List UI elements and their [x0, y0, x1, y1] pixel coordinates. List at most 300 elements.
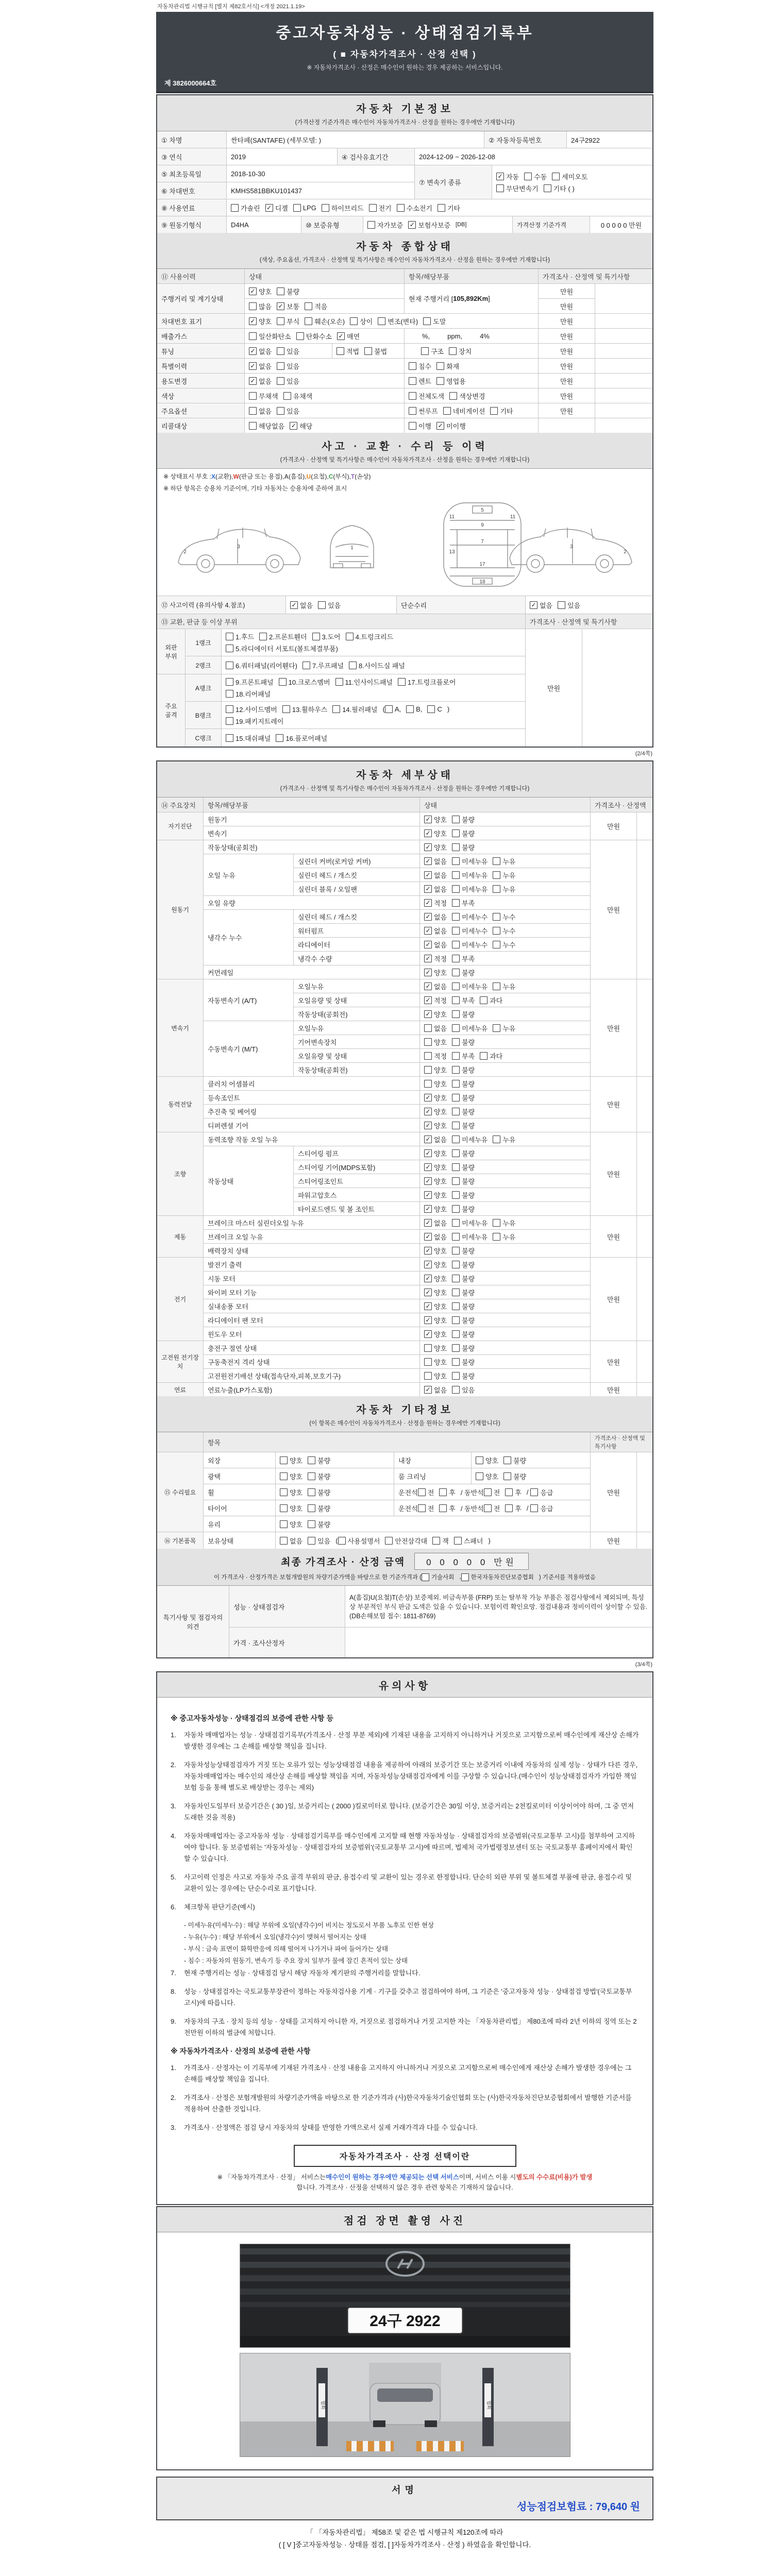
- option-label: 기타: [447, 204, 461, 212]
- notice-subitem: - 침수 : 자동차의 원동기, 변속기 등 주요 장치 일부가 물에 잠긴 흔적이 있는 상태: [184, 1957, 408, 1964]
- checkbox-없음[interactable]: ✓: [424, 982, 432, 990]
- checkbox-누수[interactable]: [493, 913, 500, 921]
- checkbox-있음[interactable]: [277, 407, 284, 415]
- checkbox-자동[interactable]: ✓: [496, 173, 504, 180]
- checkbox-불량[interactable]: [308, 1456, 315, 1464]
- option-label: 기타: [500, 407, 513, 415]
- checkbox-미세누유[interactable]: [452, 871, 460, 879]
- checkbox-해당[interactable]: ✓: [290, 422, 297, 430]
- checkbox-불량[interactable]: [452, 1038, 460, 1046]
- checkbox-없음[interactable]: ✓: [424, 913, 432, 921]
- checkbox-미세누수[interactable]: [452, 941, 460, 948]
- option-불량: [452, 1176, 475, 1186]
- checkbox-양호[interactable]: ✓: [424, 1302, 432, 1310]
- cell: [420, 1174, 590, 1188]
- checkbox-있음[interactable]: [277, 377, 284, 385]
- checkbox-양호[interactable]: [424, 1344, 432, 1352]
- checkbox-양호[interactable]: [280, 1504, 288, 1512]
- checkbox-전기[interactable]: [369, 204, 377, 212]
- table-row: [294, 924, 590, 938]
- cell: 냉각수 누수: [204, 910, 294, 965]
- checkbox-불량[interactable]: [452, 1358, 460, 1366]
- checkbox-양호[interactable]: ✓: [249, 287, 257, 295]
- option-label: 4.트렁크리드: [355, 633, 394, 641]
- option-미세누유: [452, 1023, 488, 1033]
- checkbox-불량[interactable]: [452, 843, 460, 851]
- photo-body: [157, 2232, 652, 2469]
- cell: 만원: [591, 1452, 637, 1532]
- checkbox-누수[interactable]: [493, 941, 500, 948]
- option-label: 미세누유: [462, 982, 488, 991]
- checkbox-양호[interactable]: ✓: [424, 829, 432, 837]
- option-label: 양호: [485, 1472, 499, 1481]
- checkbox-부족[interactable]: [452, 955, 460, 962]
- checkbox-썬루프[interactable]: [409, 407, 416, 415]
- checkbox-양호[interactable]: ✓: [424, 1010, 432, 1018]
- checkbox-적음[interactable]: [305, 302, 312, 310]
- cell: 룸 크리닝: [394, 1468, 472, 1484]
- checkbox-양호[interactable]: ✓: [424, 1094, 432, 1101]
- option-불량: [452, 1246, 475, 1256]
- checkbox-11.인사이드패널[interactable]: [335, 678, 343, 686]
- checkbox-부족[interactable]: [452, 1052, 460, 1060]
- notice-text: 가격조사 · 산정은 보험개발원의 차량기준가액을 바탕으로 한 기준가격과 (사)한국자동차기술인협회 또는 (사)한국자동차진단보증협회에서 발행한 기준서를 적용하여 산출한 것입니다.: [184, 2094, 632, 2113]
- option-label: 없음: [259, 407, 272, 415]
- checkbox-기술사회[interactable]: [422, 1573, 429, 1581]
- cell: [204, 840, 591, 979]
- checkbox-19.패키지트레이[interactable]: [226, 717, 233, 725]
- checkbox-변조(변타)[interactable]: [378, 317, 385, 325]
- checkbox-13.휠하우스[interactable]: [282, 705, 290, 713]
- checkbox-15.대쉬패널[interactable]: [226, 734, 233, 742]
- checkbox-적정[interactable]: [424, 1052, 432, 1060]
- checkbox-기타 ( )[interactable]: [544, 184, 551, 192]
- checkbox-가솔린[interactable]: [231, 204, 239, 212]
- checkbox-미세누수[interactable]: [452, 927, 460, 935]
- text: 운전석: [398, 1488, 418, 1497]
- checkbox-불량[interactable]: [452, 1372, 460, 1380]
- checkbox-불량[interactable]: [452, 1108, 460, 1115]
- checkbox-후[interactable]: [439, 1488, 447, 1496]
- checkbox-양호[interactable]: ✓: [424, 969, 432, 976]
- table-row: [157, 1452, 652, 1532]
- checkbox-불법[interactable]: [364, 347, 372, 355]
- checkbox-부족[interactable]: [452, 996, 460, 1004]
- table-row: [157, 1432, 652, 1452]
- checkbox-없음[interactable]: ✓: [424, 927, 432, 935]
- option-label: 양호: [434, 1358, 447, 1366]
- checkbox-양호[interactable]: [424, 1358, 432, 1366]
- checkbox-양호[interactable]: ✓: [424, 1163, 432, 1171]
- checkbox-전[interactable]: [418, 1504, 426, 1512]
- option-없음: [424, 870, 447, 880]
- checkbox-이행[interactable]: [409, 422, 416, 430]
- checkbox-양호[interactable]: ✓: [424, 816, 432, 823]
- cell: 0 0 0 0 0 만원: [600, 221, 642, 229]
- option-없음: [530, 600, 552, 610]
- checkbox-전[interactable]: [484, 1488, 492, 1496]
- accident-subtitle: (가격조사 · 산정액 및 특기사항은 매수인이 자동차가격조사 · 산정을 원하는 경우에만 기재합니다): [280, 457, 530, 463]
- checkbox-누유[interactable]: [493, 1233, 500, 1241]
- checkbox-없음[interactable]: ✓: [424, 1219, 432, 1227]
- checkbox-불량[interactable]: [452, 1205, 460, 1213]
- cell: [526, 596, 652, 614]
- checkbox-보험사보증[interactable]: ✓: [408, 221, 416, 229]
- checkbox-디젤[interactable]: ✓: [265, 204, 273, 212]
- checkbox-있음[interactable]: [308, 1537, 315, 1545]
- checkbox-한국자동차진단보증협회[interactable]: [461, 1573, 469, 1581]
- checkbox-B,[interactable]: [406, 705, 414, 713]
- checkbox-양호[interactable]: [424, 1080, 432, 1088]
- option-있음: [277, 376, 299, 386]
- checkbox-5.라디에이터 서포트(볼트체결부품)[interactable]: [226, 645, 233, 652]
- checkbox-불량[interactable]: [503, 1456, 511, 1464]
- table-row: [157, 674, 525, 747]
- checkbox-과다[interactable]: [480, 996, 488, 1004]
- checkbox-2.프론트휀더[interactable]: [259, 633, 267, 640]
- text: ): [488, 1536, 491, 1545]
- cell: [157, 165, 415, 199]
- checkbox-불량[interactable]: [503, 1472, 511, 1480]
- checkbox-화재[interactable]: [436, 362, 444, 370]
- cell: [420, 938, 590, 951]
- checkbox-12.사이드멤버[interactable]: [226, 705, 233, 713]
- checkbox-누유[interactable]: [493, 982, 500, 990]
- option-label: 불량: [462, 1261, 475, 1269]
- option-양호: [424, 1065, 447, 1075]
- checkbox-불량[interactable]: [308, 1520, 315, 1528]
- checkbox-불량[interactable]: [452, 1122, 460, 1129]
- checkbox-양호[interactable]: [424, 1372, 432, 1380]
- checkbox-미세누유[interactable]: [452, 1024, 460, 1032]
- checkbox-없음[interactable]: ✓: [424, 871, 432, 879]
- table-row: [157, 1341, 652, 1383]
- checkbox-불량[interactable]: [308, 1472, 315, 1480]
- checkbox-C[interactable]: [427, 705, 435, 713]
- checkbox-있음[interactable]: [558, 601, 565, 609]
- checkbox-없음[interactable]: [249, 407, 257, 415]
- checkbox-양호[interactable]: ✓: [424, 1289, 432, 1296]
- checkbox-불량[interactable]: [452, 1344, 460, 1352]
- option-불량: [308, 1503, 330, 1513]
- checkbox-10.크로스멤버[interactable]: [279, 678, 287, 686]
- checkbox-부식[interactable]: [277, 317, 284, 325]
- checkbox-누유[interactable]: [493, 857, 500, 865]
- cell: [420, 868, 590, 882]
- option-4.트렁크리드: [346, 632, 394, 641]
- checkbox-색상변경[interactable]: [449, 392, 457, 400]
- checkbox-없음[interactable]: ✓: [424, 1233, 432, 1241]
- checkbox-불량[interactable]: [452, 1275, 460, 1282]
- checkbox-불량[interactable]: [308, 1504, 315, 1512]
- option-label: 양호: [259, 287, 272, 296]
- checkbox-16.플로어패널[interactable]: [276, 734, 283, 742]
- checkbox-양호[interactable]: ✓: [424, 1247, 432, 1255]
- checkbox-불량[interactable]: [452, 1010, 460, 1018]
- checkbox-양호[interactable]: [424, 1038, 432, 1046]
- checkbox-과다[interactable]: [480, 1052, 488, 1060]
- checkbox-9.프론트패널[interactable]: [226, 678, 233, 686]
- text: /: [526, 1488, 529, 1496]
- checkbox-양호[interactable]: ✓: [424, 843, 432, 851]
- checkbox-누유[interactable]: [493, 1219, 500, 1227]
- checkbox-적법[interactable]: [337, 347, 344, 355]
- table-row: [204, 1118, 590, 1132]
- diagram-number: 17: [479, 562, 485, 567]
- checkbox-세미오토[interactable]: [552, 173, 560, 180]
- checkbox-양호[interactable]: ✓: [424, 1330, 432, 1338]
- checkbox-양호[interactable]: ✓: [424, 1261, 432, 1268]
- cell: 라디에이터: [294, 938, 420, 951]
- car-diagram: [165, 496, 645, 594]
- checkbox-응급[interactable]: [530, 1488, 538, 1496]
- option-label: 미세누유: [462, 871, 488, 879]
- checkbox-미세누유[interactable]: [452, 1136, 460, 1143]
- checkbox-불량[interactable]: [452, 1177, 460, 1185]
- checkbox-무채색[interactable]: [249, 392, 257, 400]
- checkbox-미세누수[interactable]: [452, 913, 460, 921]
- table-row: [186, 674, 525, 702]
- checkbox-불량[interactable]: [452, 1191, 460, 1199]
- checkbox-양호[interactable]: ✓: [424, 1108, 432, 1115]
- cell: [492, 165, 652, 199]
- checkbox-없음[interactable]: [424, 1024, 432, 1032]
- option-있음: [558, 600, 580, 610]
- checkbox-양호[interactable]: ✓: [424, 1275, 432, 1282]
- checkbox-불량[interactable]: [452, 1289, 460, 1296]
- diagram-number: 11: [510, 514, 515, 520]
- option-label: 불량: [462, 1316, 475, 1325]
- notice-item: [171, 1986, 639, 2009]
- checkbox-자가보증[interactable]: [367, 221, 375, 229]
- checkbox-양호[interactable]: ✓: [424, 1122, 432, 1129]
- checkbox-없음[interactable]: ✓: [424, 941, 432, 948]
- checkbox-7.루프패널[interactable]: [303, 662, 310, 669]
- label-cell: 성능 · 상태점검자: [229, 1586, 345, 1627]
- checkbox-없음[interactable]: ✓: [530, 601, 537, 609]
- text: ): [447, 705, 450, 713]
- checkbox-누유[interactable]: [493, 885, 500, 893]
- checkbox-있음[interactable]: [277, 347, 284, 355]
- checkbox-사용설명서[interactable]: [338, 1537, 346, 1545]
- checkbox-탄화수소[interactable]: [296, 332, 304, 340]
- option-label: 없음: [434, 927, 447, 935]
- checkbox-6.쿼터패널(리어휀다)[interactable]: [226, 662, 233, 669]
- checkbox-없음[interactable]: ✓: [424, 1386, 432, 1394]
- checkbox-없음[interactable]: [280, 1537, 288, 1545]
- label-cell: 특별이력: [157, 359, 245, 373]
- label-cell: 배출가스: [157, 329, 245, 343]
- checkbox-불량[interactable]: [452, 829, 460, 837]
- checkbox-미세누유[interactable]: [452, 1219, 460, 1227]
- option-구조: [421, 346, 444, 356]
- checkbox-양호[interactable]: [476, 1456, 483, 1464]
- cell: D4HA: [227, 216, 301, 233]
- checkbox-누유[interactable]: [493, 871, 500, 879]
- price-service-box: 자동차가격조사 · 산정 선택이란: [294, 2145, 516, 2167]
- checkbox-없음[interactable]: ✓: [249, 347, 257, 355]
- checkbox-잭[interactable]: [432, 1537, 440, 1545]
- checkbox-불량[interactable]: [452, 1066, 460, 1074]
- checkbox-양호[interactable]: ✓: [424, 1205, 432, 1213]
- checkbox-상이[interactable]: [350, 317, 358, 325]
- notice-item: [171, 2122, 639, 2133]
- checkbox-기타[interactable]: [490, 407, 498, 415]
- checkbox-구조[interactable]: [421, 347, 429, 355]
- checkbox-없음[interactable]: ✓: [424, 1136, 432, 1143]
- option-label: 불량: [462, 1247, 475, 1255]
- diagram-number: 7: [480, 539, 484, 545]
- photo-front-grille: [240, 2244, 570, 2348]
- cell: 스티어링 펌프: [294, 1146, 420, 1160]
- checkbox-양호[interactable]: [424, 1066, 432, 1074]
- checkbox-양호[interactable]: ✓: [424, 1177, 432, 1185]
- checkbox-14.필러패널[interactable]: [332, 705, 340, 713]
- checkbox-양호[interactable]: ✓: [424, 1191, 432, 1199]
- cell: 와이퍼 모터 기능: [204, 1285, 420, 1299]
- checkbox-전[interactable]: [418, 1488, 426, 1496]
- option-스패너: [454, 1536, 483, 1546]
- checkbox-네비게이션[interactable]: [443, 407, 451, 415]
- checkbox-있음[interactable]: [277, 362, 284, 370]
- checkbox-적정[interactable]: ✓: [424, 996, 432, 1004]
- checkbox-양호[interactable]: ✓: [424, 1149, 432, 1157]
- checkbox-불량[interactable]: [452, 1261, 460, 1268]
- checkbox-일산화탄소[interactable]: [249, 332, 257, 340]
- checkbox-없음[interactable]: ✓: [249, 362, 257, 370]
- checkbox-유채색[interactable]: [283, 392, 291, 400]
- checkbox-누유[interactable]: [493, 1024, 500, 1032]
- checkbox-불량[interactable]: [452, 1330, 460, 1338]
- checkbox-미세누유[interactable]: [452, 857, 460, 865]
- checkbox-8.사이드실 패널[interactable]: [349, 662, 357, 669]
- cell: [276, 1516, 590, 1532]
- checkbox-불량[interactable]: [308, 1488, 315, 1496]
- checkbox-많음[interactable]: [249, 302, 257, 310]
- checkbox-보통[interactable]: ✓: [277, 302, 284, 310]
- checkbox-후[interactable]: [439, 1504, 447, 1512]
- text: 별도의 수수료(비용)가 발생: [516, 2174, 593, 2181]
- checkbox-없음[interactable]: ✓: [249, 377, 257, 385]
- checkbox-도말[interactable]: [423, 317, 431, 325]
- checkbox-하이브리드[interactable]: [322, 204, 329, 212]
- notice-number: 9.: [171, 2018, 176, 2025]
- table-row: [294, 854, 590, 868]
- cell: [420, 1355, 590, 1368]
- checkbox-누유[interactable]: [493, 1136, 500, 1143]
- checkbox-렌트[interactable]: [409, 377, 416, 385]
- checkbox-수동[interactable]: [524, 173, 532, 180]
- checkbox-불량[interactable]: [277, 287, 284, 295]
- checkbox-누수[interactable]: [493, 927, 500, 935]
- cell: [157, 629, 526, 747]
- checkbox-응급[interactable]: [530, 1504, 538, 1512]
- checkbox-부족[interactable]: [452, 899, 460, 907]
- checkbox-양호[interactable]: [476, 1472, 483, 1480]
- option-훼손(오손): [305, 316, 345, 326]
- checkbox-불량[interactable]: [452, 1149, 460, 1157]
- checkbox-미세누유[interactable]: [452, 885, 460, 893]
- checkbox-3.도어[interactable]: [312, 633, 320, 640]
- checkbox-장치[interactable]: [449, 347, 457, 355]
- checkbox-미이행[interactable]: ✓: [436, 422, 444, 430]
- checkbox-영업용[interactable]: [436, 377, 444, 385]
- checkbox-A,[interactable]: [382, 705, 393, 713]
- checkbox-해당없음[interactable]: [249, 422, 257, 430]
- checkbox-후[interactable]: [505, 1504, 513, 1512]
- checkbox-양호[interactable]: [280, 1456, 288, 1464]
- option-label: 없음: [434, 1386, 447, 1394]
- checkbox-양호[interactable]: ✓: [249, 317, 257, 325]
- checkbox-없음[interactable]: ✓: [290, 601, 298, 609]
- checkbox-17.트렁크플로어[interactable]: [398, 678, 406, 686]
- option-label: 불량: [462, 1372, 475, 1380]
- notice-number: 3.: [171, 1802, 176, 1810]
- checkbox-양호[interactable]: [280, 1472, 288, 1480]
- checkbox-불량[interactable]: [452, 1302, 460, 1310]
- checkbox-미세누유[interactable]: [452, 1233, 460, 1241]
- cell: 브레이크 오일 누유: [204, 1230, 420, 1243]
- option-label: 불량: [462, 1122, 475, 1130]
- checkbox-없음[interactable]: ✓: [424, 857, 432, 865]
- label-cell: 주행거리 및 계기상태: [157, 284, 245, 313]
- checkbox-불량[interactable]: [452, 1247, 460, 1255]
- label-cell: 2랭크: [186, 656, 222, 674]
- checkbox-안전삼각대[interactable]: [385, 1537, 393, 1545]
- checkbox-양호[interactable]: [280, 1520, 288, 1528]
- checkbox-1.후드[interactable]: [226, 633, 233, 640]
- checkbox-전체도색[interactable]: [409, 392, 416, 400]
- checkbox-양호[interactable]: [280, 1488, 288, 1496]
- cell: [276, 1532, 590, 1549]
- checkbox-불량[interactable]: [452, 1163, 460, 1171]
- checkbox-LPG[interactable]: [293, 204, 301, 212]
- checkbox-불량[interactable]: [452, 969, 460, 976]
- checkbox-불량[interactable]: [452, 1080, 460, 1088]
- checkbox-기타[interactable]: [438, 204, 445, 212]
- checkbox-불량[interactable]: [452, 1316, 460, 1324]
- checkbox-불량[interactable]: [452, 816, 460, 823]
- checkbox-있음[interactable]: [452, 1386, 460, 1394]
- checkbox-무단변속기[interactable]: [496, 184, 504, 192]
- checkbox-미세누유[interactable]: [452, 982, 460, 990]
- checkbox-있음[interactable]: [318, 601, 326, 609]
- checkbox-전[interactable]: [484, 1504, 492, 1512]
- option-label: 불량: [462, 1094, 475, 1102]
- option-있음: [308, 1536, 330, 1546]
- checkbox-4.트렁크리드[interactable]: [346, 633, 354, 640]
- checkbox-후[interactable]: [505, 1488, 513, 1496]
- cell: 만원: [539, 388, 595, 403]
- checkbox-훼손(오손)[interactable]: [305, 317, 312, 325]
- checkbox-불량[interactable]: [452, 1094, 460, 1101]
- checkbox-없음[interactable]: ✓: [424, 885, 432, 893]
- checkbox-침수[interactable]: [409, 362, 416, 370]
- option-양호: [424, 1190, 447, 1200]
- option-14.필러패널: [332, 704, 377, 714]
- label-cell: 색상: [157, 388, 245, 403]
- option-누유: [493, 1023, 515, 1033]
- checkbox-적정[interactable]: ✓: [424, 955, 432, 962]
- checkbox-적정[interactable]: ✓: [424, 899, 432, 907]
- checkbox-매연[interactable]: ✓: [337, 332, 345, 340]
- checkbox-스패너[interactable]: [454, 1537, 462, 1545]
- option-양호: [424, 1274, 447, 1283]
- checkbox-18.리어패널[interactable]: [226, 690, 233, 698]
- checkbox-양호[interactable]: ✓: [424, 1316, 432, 1324]
- checkbox-수소전기[interactable]: [397, 204, 405, 212]
- option-label: 한국자동차진단보증협회: [470, 1574, 534, 1581]
